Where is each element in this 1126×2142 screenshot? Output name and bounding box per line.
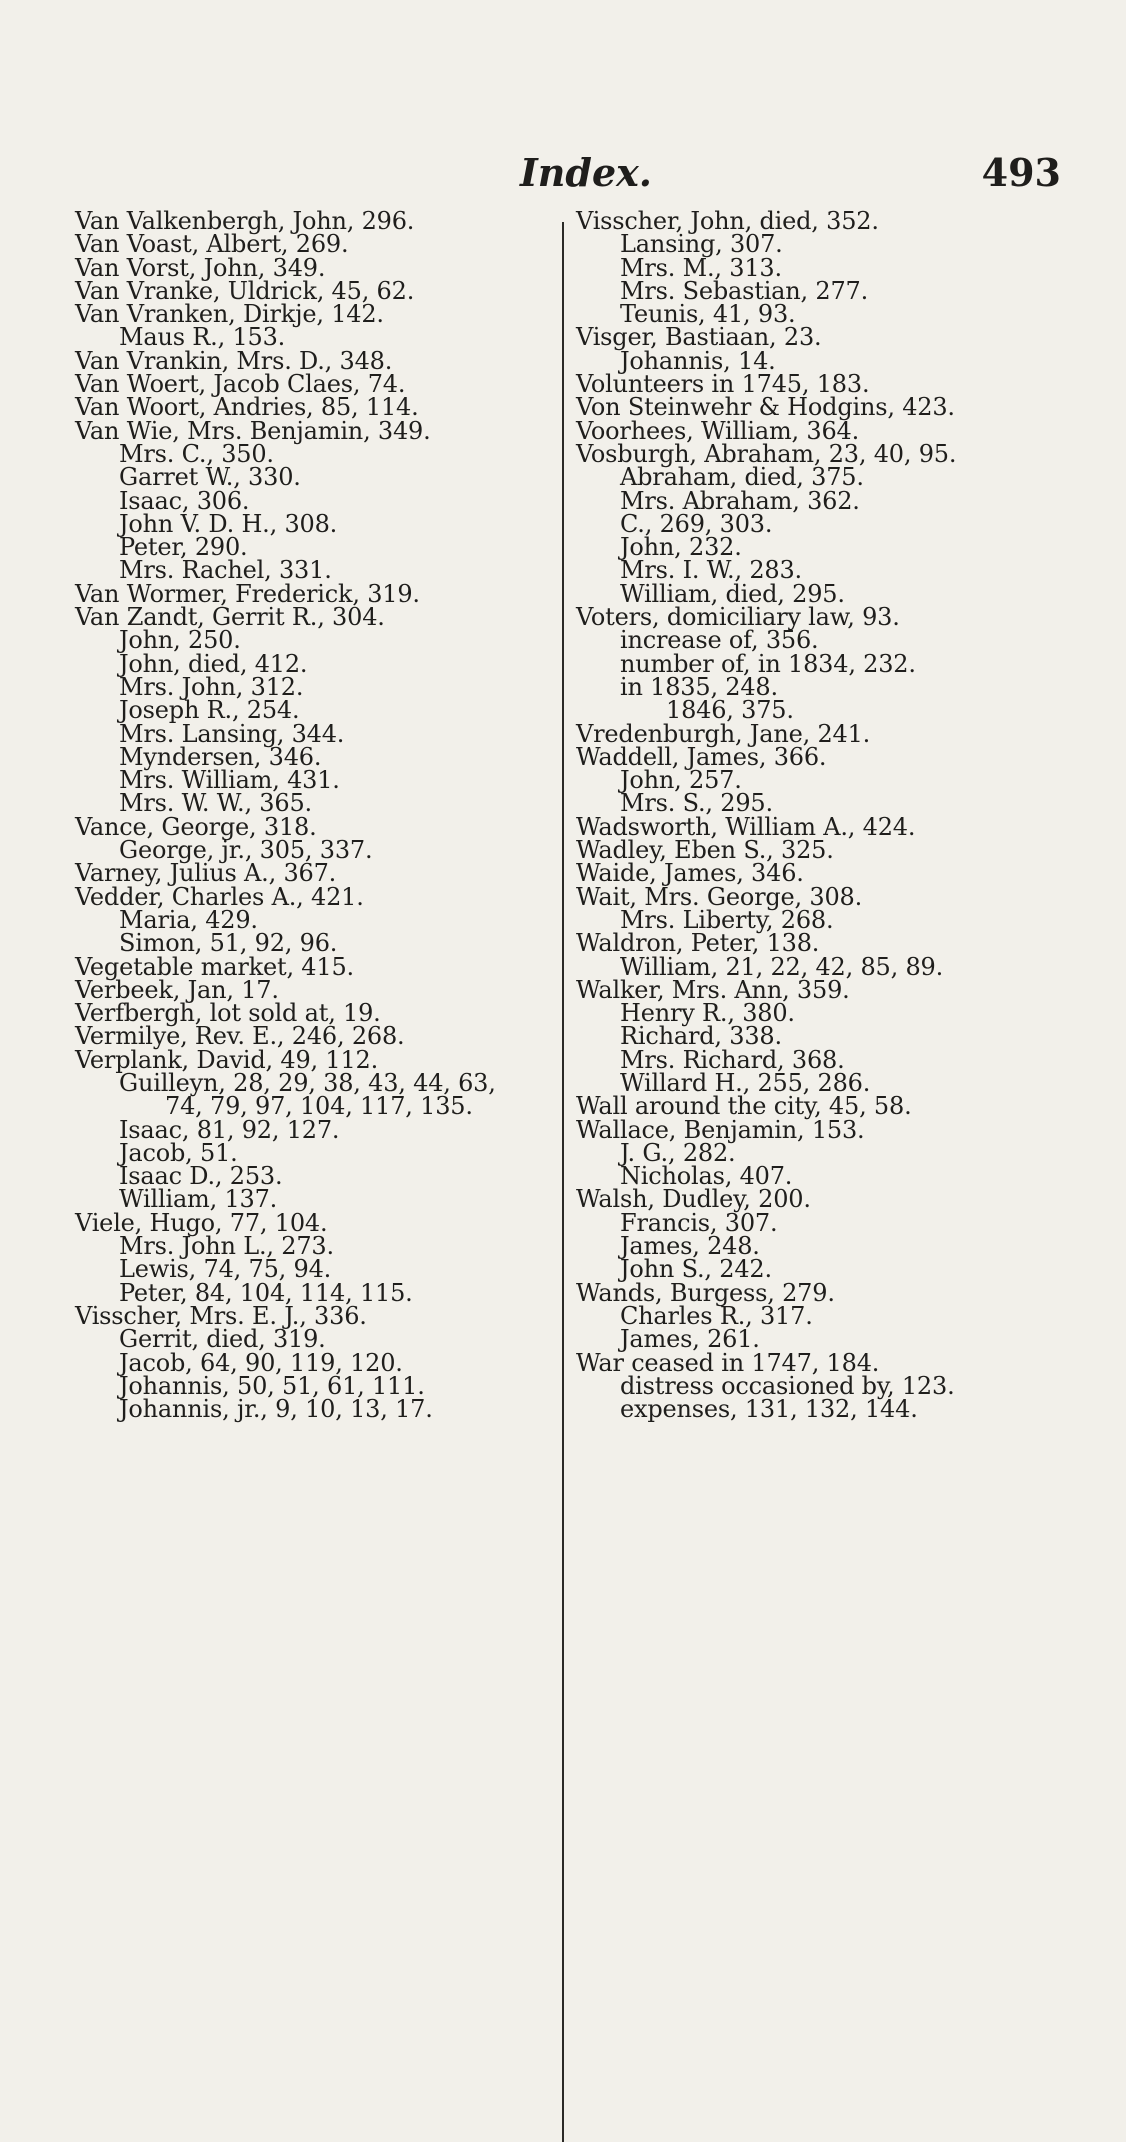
index-subentry: John, 250. (119, 626, 241, 655)
index-subentry: Mrs. Sebastian, 277. (620, 276, 869, 305)
index-entry: Verbeek, Jan, 17. (75, 975, 279, 1004)
index-subentry: distress occasioned by, 123. (620, 1371, 955, 1400)
column-divider (562, 222, 564, 2142)
index-subentry: Lansing, 307. (620, 230, 783, 259)
index-column-left (75, 207, 565, 1424)
index-subentry: Lewis, 74, 75, 94. (119, 1255, 332, 1284)
index-entry: Van Valkenbergh, John, 296. (75, 207, 415, 235)
index-subentry: expenses, 131, 132, 144. (620, 1395, 918, 1424)
index-subentry: Johannis, jr., 9, 10, 13, 17. (119, 1395, 433, 1424)
index-subentry: Isaac D., 253. (119, 1162, 283, 1191)
index-subentry: Jacob, 64, 90, 119, 120. (119, 1348, 403, 1377)
index-entry: Walker, Mrs. Ann, 359. (576, 975, 850, 1004)
index-subentry: 1846, 375. (666, 696, 794, 725)
index-subentry: Richard, 338. (620, 1022, 782, 1051)
index-subentry: Guilleyn, 28, 29, 38, 43, 44, 63, (119, 1068, 496, 1097)
index-subentry: in 1835, 248. (620, 672, 778, 701)
index-entry: Van Woort, Andries, 85, 114. (75, 393, 419, 422)
index-entry: Van Wormer, Frederick, 319. (75, 579, 420, 608)
index-entry: Van Voast, Albert, 269. (75, 230, 349, 259)
index-subentry: Mrs. W. W., 365. (119, 789, 312, 818)
index-subentry: Mrs. C., 350. (119, 439, 274, 468)
index-column-right (576, 207, 1096, 1424)
index-entry: Vermilye, Rev. E., 246, 268. (75, 1022, 405, 1051)
index-entry: Wands, Burgess, 279. (576, 1278, 835, 1307)
index-subentry: Francis, 307. (620, 1208, 778, 1237)
index-subentry: J. G., 282. (620, 1138, 736, 1167)
index-entry: Wall around the city, 45, 58. (576, 1092, 912, 1121)
index-entry: Walsh, Dudley, 200. (576, 1185, 811, 1214)
index-entry: Vosburgh, Abraham, 23, 40, 95. (576, 439, 957, 468)
index-subentry: Mrs. John, 312. (119, 672, 304, 701)
index-subentry: Teunis, 41, 93. (620, 300, 796, 329)
index-subentry: John, 232. (620, 533, 742, 562)
index-entry: Visger, Bastiaan, 23. (576, 323, 822, 352)
index-subentry: number of, in 1834, 232. (620, 649, 916, 678)
index-subentry: Simon, 51, 92, 96. (119, 929, 338, 958)
index-subentry: William, died, 295. (620, 579, 845, 608)
index-entry: Volunteers in 1745, 183. (576, 370, 870, 399)
index-entry: Van Zandt, Gerrit R., 304. (75, 603, 385, 632)
index-entry: Waddell, James, 366. (576, 742, 827, 771)
index-subentry: C., 269, 303. (620, 509, 773, 538)
index-subentry: James, 248. (620, 1232, 760, 1261)
index-entry: Van Vranken, Dirkje, 142. (75, 300, 384, 329)
index-subentry: John V. D. H., 308. (119, 509, 338, 538)
index-entry: Varney, Julius A., 367. (75, 859, 337, 888)
index-subentry: Mrs. Abraham, 362. (620, 486, 860, 515)
index-subentry: Johannis, 14. (620, 346, 776, 375)
index-subentry: Maria, 429. (119, 905, 258, 934)
index-entry: Waide, James, 346. (576, 859, 804, 888)
index-entry: Vance, George, 318. (75, 812, 317, 841)
index-subentry: Mrs. Liberty, 268. (620, 905, 834, 934)
index-subentry: James, 261. (620, 1325, 760, 1354)
index-subentry: Charles R., 317. (620, 1301, 813, 1330)
index-entry: Van Wie, Mrs. Benjamin, 349. (75, 416, 431, 445)
index-subentry: Peter, 84, 104, 114, 115. (119, 1278, 413, 1307)
index-entry: Wadley, Eben S., 325. (576, 836, 834, 865)
index-entry: Verfbergh, lot sold at, 19. (75, 999, 381, 1028)
index-subentry: Myndersen, 346. (119, 742, 322, 771)
index-subentry: Mrs. William, 431. (119, 766, 340, 795)
index-entry: Wait, Mrs. George, 308. (576, 882, 863, 911)
index-subentry: Peter, 290. (119, 533, 248, 562)
index-subentry: Nicholas, 407. (620, 1162, 793, 1191)
index-subentry: Mrs. Richard, 368. (620, 1045, 845, 1074)
index-subentry: Mrs. I. W., 283. (620, 556, 802, 585)
index-subentry: Joseph R., 254. (119, 696, 300, 725)
index-entry: Von Steinwehr & Hodgins, 423. (576, 393, 955, 422)
index-subentry: Maus R., 153. (119, 323, 286, 352)
index-subentry: Willard H., 255, 286. (620, 1068, 871, 1097)
index-subentry: Mrs. Rachel, 331. (119, 556, 332, 585)
index-subentry: John, 257. (620, 766, 742, 795)
index-subentry: Mrs. Lansing, 344. (119, 719, 345, 748)
index-subentry: Gerrit, died, 319. (119, 1325, 326, 1354)
index-entry: Voorhees, William, 364. (576, 416, 860, 445)
index-subentry: Jacob, 51. (119, 1138, 238, 1167)
index-entry: Visscher, John, died, 352. (576, 207, 879, 235)
index-subentry: 74, 79, 97, 104, 117, 135. (165, 1092, 473, 1121)
index-entry: Van Vranke, Uldrick, 45, 62. (75, 276, 415, 305)
index-entry: Van Vorst, John, 349. (75, 253, 326, 282)
index-entry: Van Woert, Jacob Claes, 74. (75, 370, 406, 399)
index-subentry: Garret W., 330. (119, 463, 301, 492)
index-subentry: William, 21, 22, 42, 85, 89. (620, 952, 944, 981)
index-subentry: Mrs. S., 295. (620, 789, 773, 818)
index-subentry: Isaac, 81, 92, 127. (119, 1115, 340, 1144)
index-entry: Viele, Hugo, 77, 104. (75, 1208, 328, 1237)
index-subentry: Isaac, 306. (119, 486, 250, 515)
page-number: 493 (981, 150, 1061, 195)
index-entry: War ceased in 1747, 184. (576, 1348, 880, 1377)
index-entry: Wadsworth, William A., 424. (576, 812, 916, 841)
index-subentry: George, jr., 305, 337. (119, 836, 373, 865)
index-subentry: Mrs. M., 313. (620, 253, 782, 282)
index-subentry: Henry R., 380. (620, 999, 795, 1028)
running-title: Index. (520, 150, 653, 195)
index-entry: Voters, domiciliary law, 93. (576, 603, 900, 632)
index-entry: Verplank, David, 49, 112. (75, 1045, 379, 1074)
index-entry: Wallace, Benjamin, 153. (576, 1115, 865, 1144)
index-entry: Van Vrankin, Mrs. D., 348. (75, 346, 393, 375)
index-subentry: Abraham, died, 375. (620, 463, 864, 492)
index-entry: Vredenburgh, Jane, 241. (576, 719, 871, 748)
index-subentry: Mrs. John L., 273. (119, 1232, 334, 1261)
index-entry: Vedder, Charles A., 421. (75, 882, 364, 911)
index-subentry: increase of, 356. (620, 626, 819, 655)
index-entry: Waldron, Peter, 138. (576, 929, 820, 958)
index-entry: Vegetable market, 415. (75, 952, 354, 981)
index-subentry: Johannis, 50, 51, 61, 111. (119, 1371, 425, 1400)
index-subentry: John S., 242. (620, 1255, 772, 1284)
index-subentry: William, 137. (119, 1185, 278, 1214)
page-header (0, 150, 1126, 200)
index-subentry: John, died, 412. (119, 649, 308, 678)
index-entry: Visscher, Mrs. E. J., 336. (75, 1301, 367, 1330)
